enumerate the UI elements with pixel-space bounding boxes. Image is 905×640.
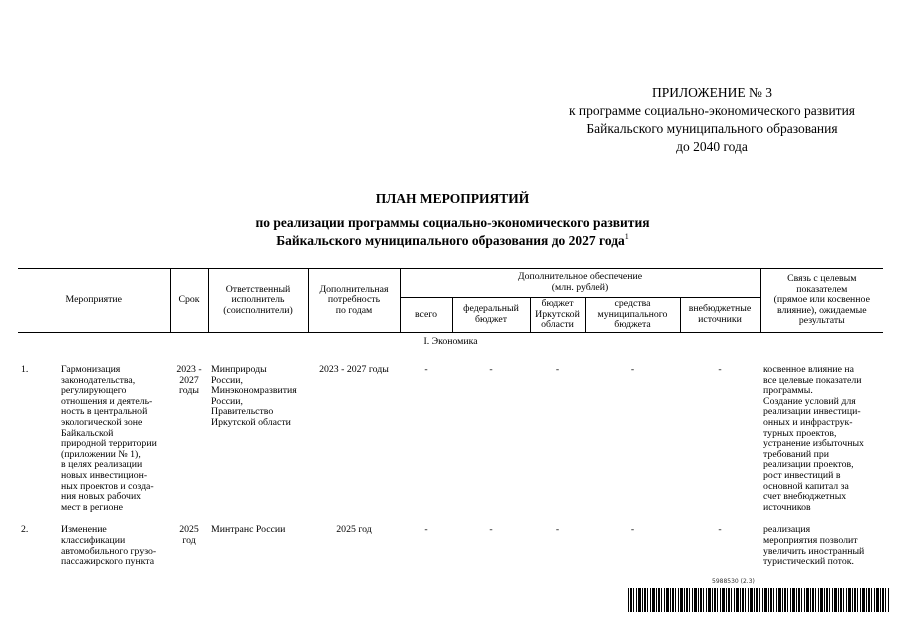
appendix-program-line: к программе социально-экономического развития bbox=[568, 103, 856, 118]
row-municipal: - bbox=[630, 364, 635, 375]
row-federal: - bbox=[489, 364, 493, 375]
appendix-municipality-line: Байкальского муниципального образования bbox=[586, 121, 838, 136]
row-responsible: Минтранс России bbox=[211, 524, 286, 536]
appendix-number: ПРИЛОЖЕНИЕ № 3 bbox=[651, 85, 773, 100]
plan-subtitle bbox=[0, 214, 905, 250]
table-row bbox=[18, 361, 883, 521]
header-regional: бюджет Иркутской области bbox=[530, 298, 585, 333]
header-row-1 bbox=[18, 269, 883, 298]
plan-table bbox=[18, 268, 883, 576]
row-result: реализация мероприятия позволит увеличить иностранный туристический поток. bbox=[763, 524, 865, 568]
row-responsible: Минприроды России, Минэкономразвития России, Правительство Иркутской области bbox=[211, 364, 297, 428]
row-term: 2025 год bbox=[179, 524, 199, 546]
plan-subtitle-line-1: по реализации программы социально-экономического развития bbox=[255, 215, 650, 230]
row-extrabudget: - bbox=[718, 524, 722, 536]
plan-title: ПЛАН МЕРОПРИЯТИЙ bbox=[375, 191, 530, 206]
header-term: Срок bbox=[170, 269, 208, 333]
row-total: - bbox=[424, 524, 428, 536]
row-regional: - bbox=[555, 524, 560, 536]
header-event: Мероприятие bbox=[18, 269, 170, 333]
header-funding: Дополнительное обеспечение (млн. рублей) bbox=[400, 269, 760, 298]
row-need: 2023 - 2027 годы bbox=[319, 364, 389, 375]
row-number: 1. bbox=[21, 364, 29, 375]
plan-subtitle-line-2-text: Байкальского муниципального образования до 2027 года bbox=[276, 233, 625, 248]
row-total: - bbox=[424, 364, 428, 375]
appendix-year-line: до 2040 года bbox=[676, 139, 748, 154]
barcode bbox=[628, 588, 890, 612]
row-regional: - bbox=[555, 364, 560, 375]
header-responsible: Ответственный исполнитель (соисполнители) bbox=[208, 269, 308, 333]
row-event: Изменение классификации автомобильного грузо- пассажирского пункта bbox=[61, 524, 157, 568]
section-row bbox=[18, 333, 883, 362]
table-header bbox=[18, 269, 883, 333]
row-term: 2023 - 2027 годы bbox=[176, 364, 202, 397]
appendix-heading bbox=[520, 84, 904, 156]
plan-subtitle-line-2 bbox=[0, 232, 905, 250]
header-need: Дополнительная потребность по годам bbox=[308, 269, 400, 333]
header-result: Связь с целевым показателем (прямое или косвенное влияние), ожидаемые результаты bbox=[760, 269, 883, 333]
header-federal: федеральный бюджет bbox=[452, 298, 530, 333]
footnote-mark: 1 bbox=[624, 232, 629, 241]
row-federal: - bbox=[489, 524, 493, 536]
table-row bbox=[18, 521, 883, 575]
row-result: косвенное влияние на все целевые показатели программы. Создание условий для реализации инвестици- онных и инфраструк- турных проектов, устранение избыточных требований при реализации проектов, рост инвестиций в основной капитал за счет внебюджетных источников bbox=[763, 364, 864, 513]
row-number: 2. bbox=[21, 524, 29, 536]
header-municipal: средства муниципального бюджета bbox=[585, 298, 680, 333]
row-extrabudget: - bbox=[718, 364, 722, 375]
row-event: Гармонизация законодательства, регулирующего отношения и деятель- ность в центральной экологической зоне Байкальской природной территории (приложении № 1), в целях реализации новых инвестицион- ных проектов и созда- ния новых рабочих мест в регионе bbox=[61, 364, 157, 513]
header-total: всего bbox=[400, 298, 452, 333]
row-municipal: - bbox=[630, 524, 635, 536]
section-title: I. Экономика bbox=[423, 336, 478, 347]
barcode-text: 5988530 (2.3) bbox=[712, 578, 755, 585]
header-extrabudget: внебюджетные источники bbox=[680, 298, 760, 333]
table-body bbox=[18, 333, 883, 576]
row-need: 2025 год bbox=[336, 524, 372, 536]
